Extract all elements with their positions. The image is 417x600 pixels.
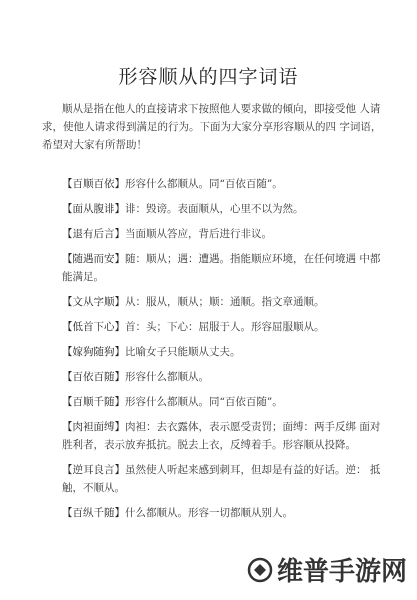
entry-text: 什么都顺从。形容一切都顺从别人。	[125, 507, 293, 519]
entry-text: 肉袒：去衣露体，表示愿受责罚；面缚：两手反绑 面对胜利者，表示放弃抵抗。脱去上衣，反缚着手。形容顺从投降。	[62, 421, 381, 451]
entry-text: 形容什么都顺从。同“百依百随”。	[125, 178, 283, 190]
entry-term: 【嫁狗随狗】	[62, 346, 125, 358]
watermark-text: 维普手游网	[276, 557, 407, 587]
entry-term: 【百纵千随】	[62, 507, 125, 519]
entry-text: 从：服从，顺从；顺：通顺。指文章通顺。	[125, 296, 325, 308]
watermark	[247, 551, 407, 588]
entry-text: 形容什么都顺从。	[125, 371, 209, 383]
entry-term: 【文从字顺】	[62, 296, 125, 308]
entry-text: 虽然使人听起来感到刺耳，但却是有益的好话。逆： 抵触，不顺从。	[62, 464, 381, 494]
entry-term: 【百依百随】	[62, 371, 125, 383]
entry-term: 【退有后言】	[62, 228, 125, 240]
entry-term: 【随遇而安】	[62, 253, 125, 265]
page-title: 形容顺从的四字词语	[118, 66, 299, 88]
entry-text: 比喻女子只能顺从丈夫。	[125, 346, 241, 358]
list-item	[42, 200, 382, 218]
logo-icon	[247, 557, 273, 583]
entry-text: 形容什么都顺从。同“百依百随”。	[125, 396, 283, 408]
list-item	[42, 368, 382, 386]
list-item	[42, 393, 382, 411]
entry-text: 当面顺从答应，背后进行非议。	[125, 228, 272, 240]
entry-term: 【百顺百依】	[62, 178, 125, 190]
entry-term: 【肉袒面缚】	[62, 421, 125, 433]
entry-term: 【逆耳良言】	[62, 464, 125, 476]
entry-term: 【低首下心】	[62, 321, 125, 333]
entry-term: 【百顺千随】	[62, 396, 125, 408]
entry-text: 首：头；下心：屈服于人。形容屈服顺从。	[125, 321, 325, 333]
list-item	[42, 293, 382, 311]
entry-text: 随：顺从；遇：遭遇。指能顺应环境，在任何境遇 中都能满足。	[62, 253, 381, 283]
entry-text: 诽：毁谤。表面顺从，心里不以为然。	[125, 203, 304, 215]
entry-term: 【面从腹诽】	[62, 203, 125, 215]
list-item	[42, 250, 382, 286]
entry-list	[42, 175, 382, 529]
intro-paragraph: 顺从是指在他人的直接请求下按照他人要求做的倾向，即接受他 人请求，使他人请求得到满足的行为。下面为大家分享形容顺从的四 字词语，希望对大家有所帮助！	[42, 103, 382, 151]
list-item	[42, 504, 382, 522]
list-item	[42, 418, 382, 454]
list-item	[42, 175, 382, 193]
list-item	[42, 343, 382, 361]
list-item	[42, 225, 382, 243]
list-item	[42, 461, 382, 497]
list-item	[42, 318, 382, 336]
